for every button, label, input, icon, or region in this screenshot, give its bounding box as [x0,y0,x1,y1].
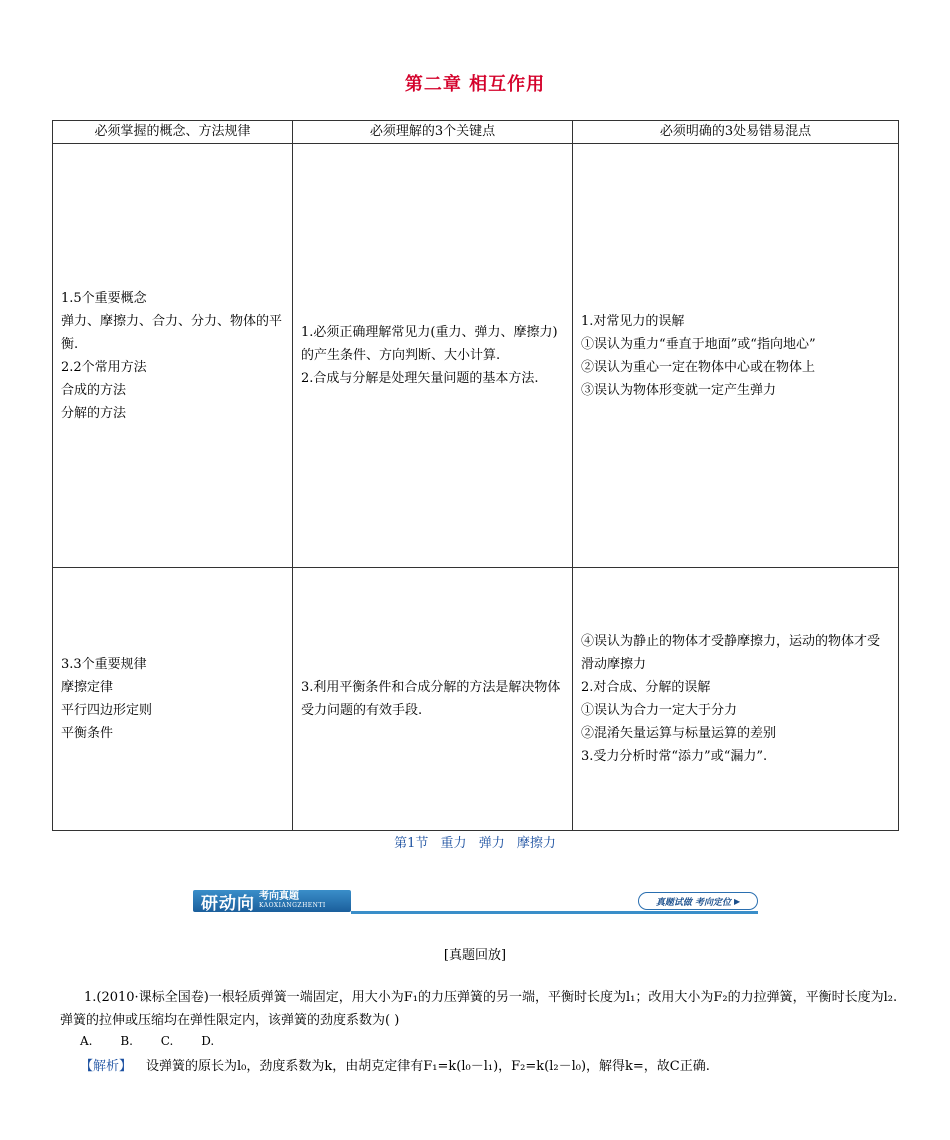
analysis [80,1057,900,1077]
cell-line: 2.对合成、分解的误解 [581,680,711,695]
banner-divider [351,911,758,914]
option-c: C. [160,1034,174,1048]
cell-line: 合成的方法 [61,382,127,398]
cell-line: 2.2个常用方法 [61,359,147,375]
cell-line: 弹力、摩擦力、合力、分力、物体的平衡. [61,313,283,352]
answer-options [80,1034,238,1048]
cell-line: 3.受力分析时常“添力”或“漏力”. [581,749,768,764]
cell-line: ②误认为重心一定在物体中心或在物体上 [581,359,816,375]
section-banner [193,890,758,916]
cell-line: ①误认为重力“垂直于地面”或“指向地心” [581,336,816,352]
header-concepts: 必须掌握的概念、方法规律 [53,121,293,144]
banner-tag [638,892,758,910]
cell-line: 3.利用平衡条件和合成分解的方法是解决物体受力问题的有效手段. [301,680,561,718]
chapter-title: 第二章 相互作用 [404,74,546,95]
cell-line: 摩擦定律 [61,680,114,695]
option-d: D. [201,1034,215,1048]
cell-line: ①误认为合力一定大于分力 [581,703,738,718]
triangle-right-icon: ▶ [733,896,741,906]
banner-logo [193,890,351,912]
section-title: 第1节 重力 弹力 摩擦力 [394,836,556,851]
row1-concepts-cell [53,144,293,568]
cell-line: 3.3个重要规律 [61,657,147,672]
banner-subtitle-cn: 考向真题 [259,891,299,902]
banner-subtitle-en: KAOXIANGZHENTI [259,902,326,909]
banner-main-text: 研动向 [201,893,255,914]
row2-concepts-cell [53,568,293,831]
cell-line: 2.合成与分解是处理矢量问题的基本方法. [301,371,539,386]
cell-line: 平衡条件 [61,726,114,741]
cell-line: 1.必须正确理解常见力(重力、弹力、摩擦力)的产生条件、方向判断、大小计算. [301,325,558,363]
cell-line: 分解的方法 [61,405,127,421]
cell-line: 1.对常见力的误解 [581,313,685,329]
option-b: B. [120,1034,133,1048]
header-key-points: 必须理解的3个关键点 [293,121,573,144]
summary-table [52,120,899,831]
cell-line: ②混淆矢量运算与标量运算的差别 [581,726,777,741]
problem-text: 1.(2010·课标全国卷)一根轻质弹簧一端固定，用大小为F₁的力压弹簧的另一端，平衡时长度为l₁；改用大小为F₂的力拉弹簧，平衡时长度为l₂.弹簧的拉伸或压缩均在弹性限定内，该弹簧的劲度系数为( ) [60,990,898,1028]
row1-key-points-cell [293,144,573,568]
banner-subtitle [259,892,326,910]
cell-line: 1.5个重要概念 [61,290,147,306]
cell-line: ③误认为物体形变就一定产生弹力 [581,382,777,398]
option-a: A. [80,1034,93,1048]
cell-line: ④误认为静止的物体才受静摩擦力，运动的物体才受滑动摩擦力 [581,634,881,672]
row1-pitfalls-cell [573,144,899,568]
analysis-text: 设弹簧的原长为l₀，劲度系数为k，由胡克定律有F₁=k(l₀－l₁)，F₂=k(l₂－l₀)，解得k=，故C正确. [146,1059,710,1074]
cell-line: 平行四边形定则 [61,703,153,718]
review-title: [真题回放] [443,948,507,963]
row2-key-points-cell [293,568,573,831]
analysis-tag: 【解析】 [80,1059,133,1074]
header-pitfalls: 必须明确的3处易错易混点 [573,121,899,144]
banner-tag-text: 真题试做 考向定位 [655,897,731,908]
row2-pitfalls-cell [573,568,899,831]
